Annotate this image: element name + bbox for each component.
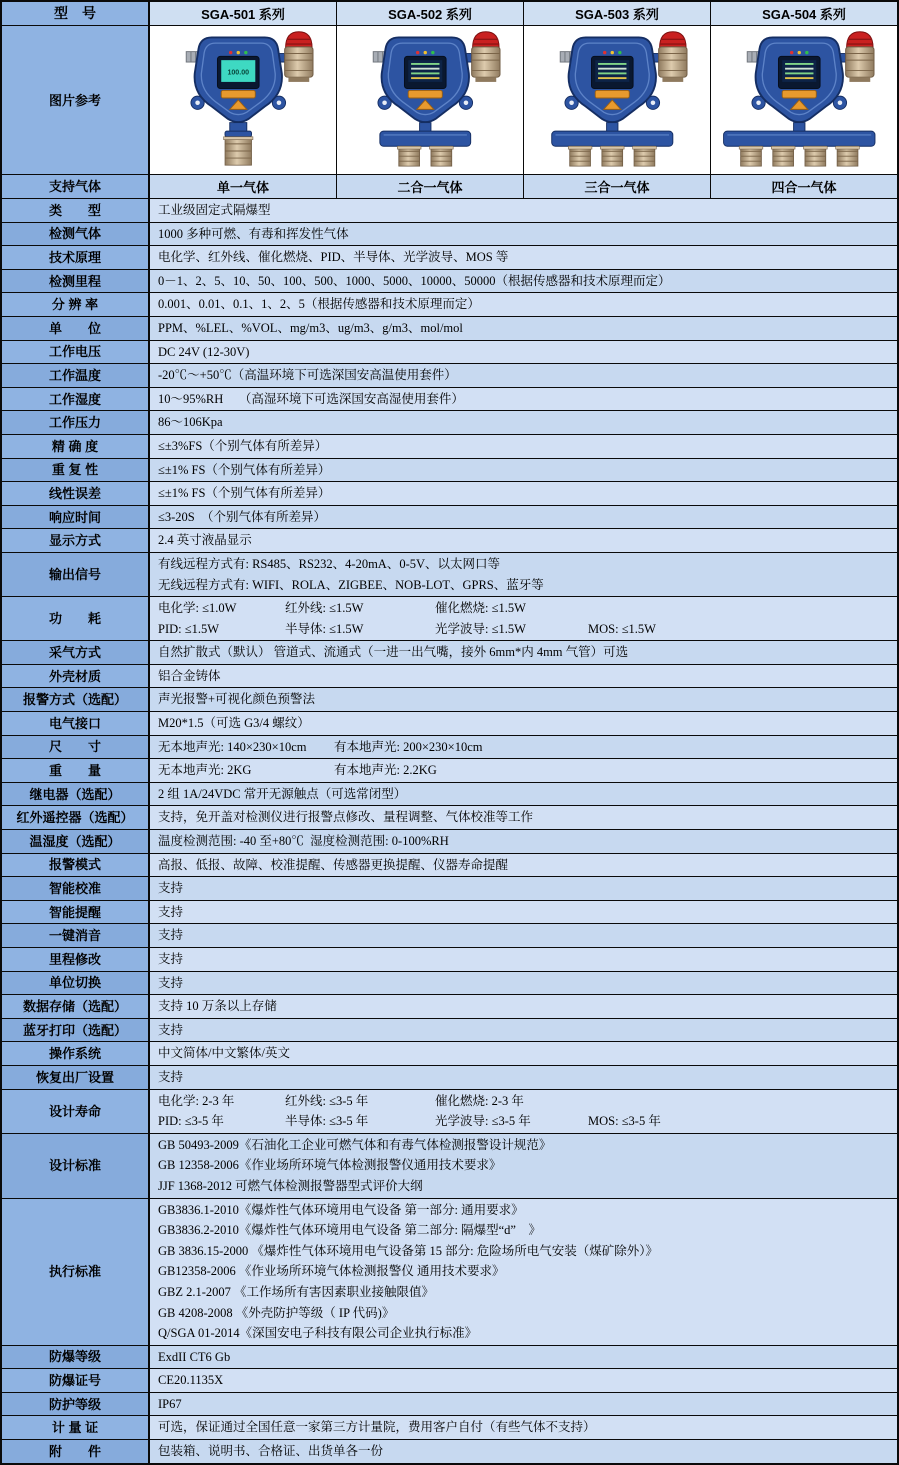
spec-value — [150, 924, 897, 947]
gas-row-label: 支持气体 — [2, 175, 150, 198]
svg-text:100.00: 100.00 — [227, 67, 250, 76]
supported-gas-value-3: 三合一气体 — [524, 175, 711, 198]
spec-value-line: M20*1.5（可选 G3/4 螺纹） — [158, 716, 310, 731]
spec-row — [2, 1019, 897, 1043]
spec-label: 防爆证号 — [2, 1369, 150, 1392]
spec-value-line: ≤3-20S （个别气体有所差异） — [158, 509, 326, 524]
spec-label: 蓝牙打印（选配） — [2, 1019, 150, 1042]
spec-label: 操作系统 — [2, 1042, 150, 1065]
spec-label: 线性误差 — [2, 482, 150, 505]
spec-label: 重 量 — [2, 759, 150, 782]
spec-row — [2, 901, 897, 925]
spec-row — [2, 1440, 897, 1463]
spec-label: 一键消音 — [2, 924, 150, 947]
spec-row — [2, 736, 897, 760]
spec-value-line: DC 24V (12-30V) — [158, 344, 250, 359]
spec-row — [2, 388, 897, 412]
spec-value — [150, 506, 897, 529]
gas-value-cells — [150, 175, 897, 198]
spec-label: 输出信号 — [2, 553, 150, 596]
spec-value-segment: 有本地声光: 200×230×10cm — [334, 739, 483, 754]
spec-value-segment: PID: ≤3-5 年 — [158, 1114, 224, 1129]
spec-value-line: ≤±1% FS（个别气体有所差异） — [158, 462, 331, 477]
spec-value — [150, 1393, 897, 1416]
spec-value-line: 有线远程方式有: RS485、RS232、4-20mA、0-5V、以太网口等 — [158, 556, 501, 571]
spec-value-segment: MOS: ≤1.5W — [588, 621, 656, 636]
image-row-label: 图片参考 — [2, 26, 150, 174]
spec-value — [150, 317, 897, 340]
spec-value — [150, 529, 897, 552]
spec-label: 电气接口 — [2, 712, 150, 735]
spec-row — [2, 806, 897, 830]
spec-value-line: GB12358-2006 《作业场所环境气体检测报警仪 通用技术要求》 — [158, 1264, 505, 1279]
spec-label: 外壳材质 — [2, 665, 150, 688]
product-image-cells — [150, 26, 897, 174]
supported-gas-value-2: 二合一气体 — [337, 175, 524, 198]
spec-value-line: IP67 — [158, 1396, 182, 1411]
spec-value — [150, 1416, 897, 1439]
spec-label: 响应时间 — [2, 506, 150, 529]
spec-value — [150, 482, 897, 505]
spec-value — [150, 293, 897, 316]
spec-value-line: ≤±3%FS（个别气体有所差异） — [158, 438, 328, 453]
spec-label: 设计标准 — [2, 1134, 150, 1198]
spec-value-line: 可选，保证通过全国任意一家第三方计量院，费用客户自付（有些气体不支持） — [158, 1420, 596, 1435]
spec-value-line: 2.4 英寸液晶显示 — [158, 533, 252, 548]
spec-label: 报警方式（选配） — [2, 688, 150, 711]
spec-value-line: 包装箱、说明书、合格证、出货单各一份 — [158, 1444, 384, 1459]
spec-value-line: 温度检测范围: -40 至+80℃ 湿度检测范围: 0-100%RH — [158, 834, 449, 849]
model-name-cells — [150, 2, 897, 25]
spec-value-line: -20℃～+50℃（高温环境下可选深国安高温使用套件） — [158, 368, 457, 383]
spec-row — [2, 1134, 897, 1199]
spec-label: 采气方式 — [2, 641, 150, 664]
spec-value — [150, 246, 897, 269]
spec-row — [2, 759, 897, 783]
spec-value-line: 声光报警+可视化颜色预警法 — [158, 692, 316, 707]
spec-value-line: 10～95%RH （高湿环境下可选深国安高湿使用套件） — [158, 391, 464, 406]
spec-value-line: 支持 — [158, 928, 184, 943]
spec-value-line: Q/SGA 01-2014《深国安电子科技有限公司企业执行标准》 — [158, 1326, 478, 1341]
spec-label: 附 件 — [2, 1440, 150, 1463]
spec-value-segment: 光学波导: ≤3-5 年 — [435, 1114, 531, 1129]
spec-label: 执行标准 — [2, 1199, 150, 1345]
spec-value-segment: 红外线: ≤1.5W — [285, 601, 364, 616]
spec-value — [150, 1090, 897, 1133]
spec-value-line: JJF 1368-2012 可燃气体检测报警器型式评价大纲 — [158, 1178, 423, 1193]
spec-row — [2, 665, 897, 689]
spec-label: 智能校准 — [2, 877, 150, 900]
spec-value — [150, 901, 897, 924]
spec-row — [2, 830, 897, 854]
spec-row — [2, 199, 897, 223]
spec-value-line: 0－1、2、5、10、50、100、500、1000、5000、10000、50000（根据传感器和技术原理而定） — [158, 273, 671, 288]
spec-value-line — [158, 598, 893, 619]
spec-value — [150, 948, 897, 971]
spec-label: 分 辨 率 — [2, 293, 150, 316]
spec-value — [150, 411, 897, 434]
spec-value-line: 0.001、0.01、0.1、1、2、5（根据传感器和技术原理而定） — [158, 297, 480, 312]
spec-value — [150, 830, 897, 853]
spec-label: 类 型 — [2, 199, 150, 222]
spec-value — [150, 806, 897, 829]
spec-label: 功 耗 — [2, 597, 150, 640]
spec-label: 工作电压 — [2, 341, 150, 364]
spec-label: 恢复出厂设置 — [2, 1066, 150, 1089]
spec-value-line: 支持 10 万条以上存储 — [158, 999, 277, 1014]
spec-value — [150, 459, 897, 482]
spec-value-line: 高报、低报、故障、校准提醒、传感器更换提醒、仪器寿命提醒 — [158, 857, 509, 872]
spec-value — [150, 270, 897, 293]
spec-value-line — [158, 1111, 893, 1132]
spec-value-line: 支持 — [158, 952, 184, 966]
spec-value — [150, 665, 897, 688]
spec-label: 设计寿命 — [2, 1090, 150, 1133]
spec-row — [2, 972, 897, 996]
spec-label: 数据存储（选配） — [2, 995, 150, 1018]
product-image-sga-504 — [711, 26, 897, 174]
spec-value-segment: 电化学: 2-3 年 — [158, 1093, 235, 1108]
spec-row — [2, 688, 897, 712]
spec-value — [150, 736, 897, 759]
spec-label: 计 量 证 — [2, 1416, 150, 1439]
spec-value — [150, 688, 897, 711]
spec-value-line: GB 3836.15-2000 《爆炸性气体环境用电气设备第 15 部分: 危险场所电气安装（煤矿除外）》 — [158, 1243, 659, 1258]
spec-value-line — [158, 619, 893, 640]
spec-value — [150, 1066, 897, 1089]
product-image-sga-503 — [524, 26, 711, 174]
model-header-row — [2, 2, 897, 26]
spec-value-line: ExdII CT6 Gb — [158, 1349, 231, 1364]
spec-label: 防护等级 — [2, 1393, 150, 1416]
spec-row — [2, 506, 897, 530]
spec-value-line: 支持 — [158, 881, 184, 896]
spec-value-line: 支持，免开盖对检测仪进行报警点修改、量程调整、气体校准等工作 — [158, 810, 534, 825]
spec-value-segment: 电化学: ≤1.0W — [158, 601, 237, 616]
spec-value-line: GB 4208-2008 《外壳防护等级（ IP 代码)》 — [158, 1305, 395, 1320]
spec-value-line: 支持 — [158, 1069, 184, 1084]
model-name-4: SGA-504 系列 — [711, 2, 897, 25]
spec-value-segment: 催化燃烧: 2-3 年 — [435, 1093, 524, 1108]
spec-value-line: PPM、%LEL、%VOL、mg/m3、ug/m3、g/m3、mol/mol — [158, 320, 463, 335]
spec-value — [150, 972, 897, 995]
spec-label: 重 复 性 — [2, 459, 150, 482]
spec-value — [150, 597, 897, 640]
spec-value — [150, 364, 897, 387]
spec-label: 工作湿度 — [2, 388, 150, 411]
spec-row — [2, 877, 897, 901]
spec-label: 温湿度（选配） — [2, 830, 150, 853]
spec-row — [2, 1393, 897, 1417]
spec-value-line: 铝合金铸体 — [158, 668, 221, 683]
spec-row — [2, 1346, 897, 1370]
spec-row — [2, 1066, 897, 1090]
spec-value — [150, 877, 897, 900]
spec-label: 继电器（选配） — [2, 783, 150, 806]
spec-value-line: 无线远程方式有: WIFI、ROLA、ZIGBEE、NOB-LOT、GPRS、蓝牙等 — [158, 577, 544, 592]
spec-row — [2, 459, 897, 483]
spec-value — [150, 388, 897, 411]
spec-row — [2, 1090, 897, 1134]
spec-row — [2, 712, 897, 736]
gas-detector-illustration-icon — [155, 27, 331, 174]
spec-value — [150, 199, 897, 222]
model-header-label: 型 号 — [2, 2, 150, 25]
spec-value-segment: 红外线: ≤3-5 年 — [285, 1093, 369, 1108]
spec-value-line — [158, 760, 893, 781]
spec-value-line: 支持 — [158, 975, 184, 990]
spec-value — [150, 1042, 897, 1065]
spec-label: 单 位 — [2, 317, 150, 340]
spec-value-line: CE20.1135X — [158, 1373, 224, 1388]
supported-gas-value-1: 单一气体 — [150, 175, 337, 198]
spec-value-line: GB3836.1-2010《爆炸性气体环境用电气设备 第一部分: 通用要求》 — [158, 1202, 524, 1217]
spec-row — [2, 411, 897, 435]
spec-value — [150, 341, 897, 364]
spec-rows — [2, 199, 897, 1463]
spec-value — [150, 783, 897, 806]
spec-row — [2, 641, 897, 665]
spec-row — [2, 529, 897, 553]
spec-label: 报警模式 — [2, 854, 150, 877]
spec-value-segment: 光学波导: ≤1.5W — [435, 621, 526, 636]
spec-value — [150, 641, 897, 664]
spec-value — [150, 223, 897, 246]
spec-row — [2, 482, 897, 506]
spec-label: 检测气体 — [2, 223, 150, 246]
model-name-2: SGA-502 系列 — [337, 2, 524, 25]
spec-value-segment: 有本地声光: 2.2KG — [334, 763, 437, 778]
spec-value-line: GB 50493-2009《石油化工企业可燃气体和有毒气体检测报警设计规范》 — [158, 1137, 552, 1152]
spec-value-segment: 催化燃烧: ≤1.5W — [435, 601, 526, 616]
spec-row — [2, 854, 897, 878]
gas-detector-illustration-icon — [342, 27, 518, 174]
spec-value-line: 工业级固定式隔爆型 — [158, 203, 271, 217]
spec-value-line: ≤±1% FS（个别气体有所差异） — [158, 486, 331, 501]
spec-value-line: GBZ 2.1-2007 《工作场所有害因素职业接触限值》 — [158, 1284, 435, 1299]
spec-value — [150, 1134, 897, 1198]
spec-value-line: GB3836.2-2010《爆炸性气体环境用电气设备 第二部分: 隔爆型“d” 》 — [158, 1223, 541, 1238]
product-image-row — [2, 26, 897, 175]
model-name-3: SGA-503 系列 — [524, 2, 711, 25]
spec-row — [2, 317, 897, 341]
spec-value-line: 2 组 1A/24VDC 常开无源触点（可选常闭型） — [158, 786, 407, 801]
spec-value — [150, 553, 897, 596]
spec-label: 工作压力 — [2, 411, 150, 434]
spec-label: 精 确 度 — [2, 435, 150, 458]
spec-label: 红外遥控器（选配） — [2, 806, 150, 829]
product-image-sga-501 — [150, 26, 337, 174]
spec-label: 单位切换 — [2, 972, 150, 995]
spec-label: 显示方式 — [2, 529, 150, 552]
spec-value — [150, 712, 897, 735]
spec-value-line: 支持 — [158, 904, 184, 919]
spec-label: 尺 寸 — [2, 736, 150, 759]
spec-value — [150, 1199, 897, 1345]
gas-detector-illustration-icon — [529, 27, 705, 174]
spec-row — [2, 223, 897, 247]
spec-value — [150, 759, 897, 782]
spec-label: 智能提醒 — [2, 901, 150, 924]
spec-label: 防爆等级 — [2, 1346, 150, 1369]
spec-value — [150, 854, 897, 877]
spec-value-segment: 半导体: ≤1.5W — [285, 621, 364, 636]
spec-value — [150, 435, 897, 458]
spec-row — [2, 270, 897, 294]
spec-value-segment: 无本地声光: 140×230×10cm — [158, 739, 307, 754]
model-name-1: SGA-501 系列 — [150, 2, 337, 25]
spec-row — [2, 597, 897, 641]
spec-row — [2, 924, 897, 948]
spec-value-segment: PID: ≤1.5W — [158, 621, 220, 636]
spec-value-line — [158, 737, 893, 758]
spec-value-line: 1000 多种可燃、有毒和挥发性气体 — [158, 226, 349, 241]
spec-row — [2, 341, 897, 365]
spec-label: 工作温度 — [2, 364, 150, 387]
spec-value-line: 电化学、红外线、催化燃烧、PID、半导体、光学波导、MOS 等 — [158, 250, 509, 265]
gas-detector-illustration-icon — [716, 27, 892, 174]
spec-value-segment: MOS: ≤3-5 年 — [588, 1114, 661, 1129]
spec-value-segment: 半导体: ≤3-5 年 — [285, 1114, 369, 1129]
spec-row — [2, 1042, 897, 1066]
spec-value-line: 支持 — [158, 1022, 184, 1037]
spec-value — [150, 1346, 897, 1369]
spec-row — [2, 364, 897, 388]
product-image-sga-502 — [337, 26, 524, 174]
spec-value-segment: 无本地声光: 2KG — [158, 763, 252, 778]
spec-row — [2, 995, 897, 1019]
spec-row — [2, 435, 897, 459]
spec-value — [150, 1019, 897, 1042]
spec-value — [150, 1440, 897, 1463]
supported-gas-row — [2, 175, 897, 199]
supported-gas-value-4: 四合一气体 — [711, 175, 897, 198]
spec-value-line: GB 12358-2006《作业场所环境气体检测报警仪通用技术要求》 — [158, 1158, 502, 1173]
spec-label: 检测里程 — [2, 270, 150, 293]
spec-row — [2, 948, 897, 972]
spec-value-line: 自然扩散式（默认） 管道式、流通式（一进一出气嘴，接外 6mm*内 4mm 气管）可选 — [158, 645, 629, 660]
spec-row — [2, 293, 897, 317]
spec-row — [2, 1416, 897, 1440]
spec-row — [2, 246, 897, 270]
spec-value — [150, 995, 897, 1018]
spec-value-line: 中文简体/中文繁体/英文 — [158, 1046, 290, 1061]
spec-value-line — [158, 1091, 893, 1112]
spec-row — [2, 553, 897, 597]
spec-label: 里程修改 — [2, 948, 150, 971]
spec-row — [2, 783, 897, 807]
spec-value — [150, 1369, 897, 1392]
spec-value-line: 86～106Kpa — [158, 415, 223, 430]
spec-row — [2, 1369, 897, 1393]
spec-label: 技术原理 — [2, 246, 150, 269]
spec-row — [2, 1199, 897, 1346]
